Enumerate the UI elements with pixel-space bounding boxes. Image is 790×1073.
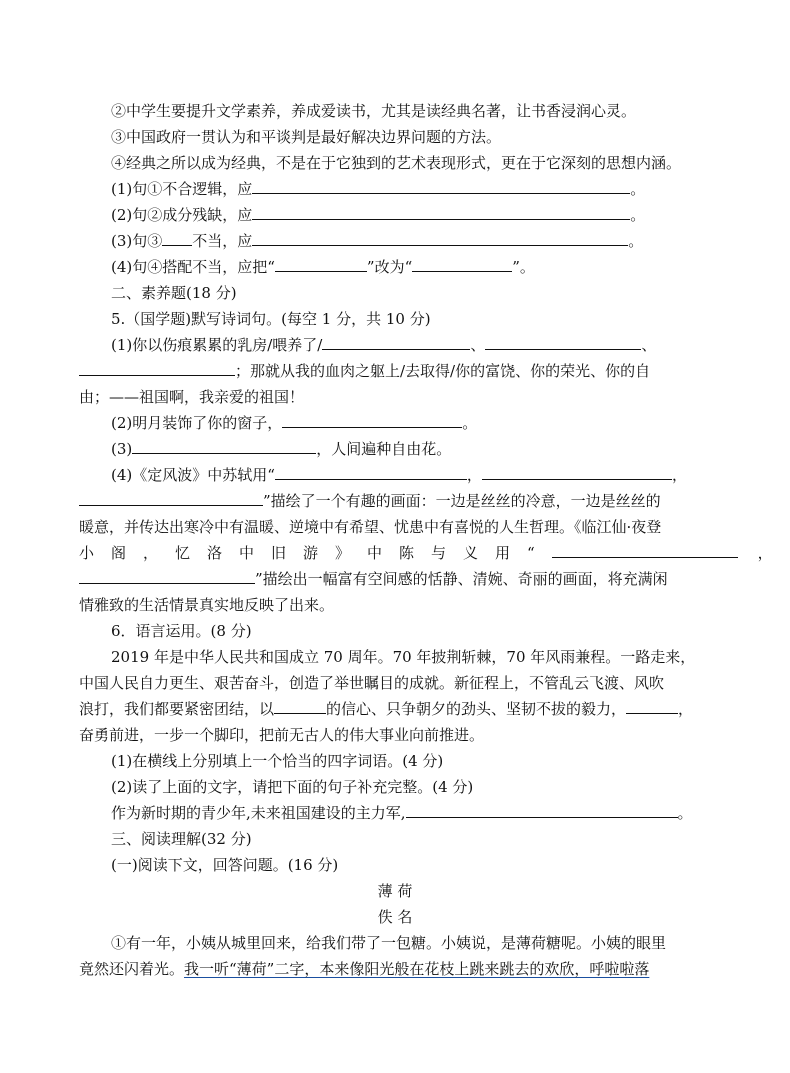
q6-paragraph-2: 中国人民自力更生、艰苦奋斗，创造了举世瞩目的成就。新征程上，不管乱云飞渡、风吹 [79,674,665,692]
period: 。 [630,180,646,198]
sentence-3: ③中国政府一贯认为和平谈判是最好解决边界问题的方法。 [111,128,502,146]
article-title: 薄 荷 [377,882,413,900]
q5-4-line-a [111,465,687,487]
comma: ， [757,544,773,562]
question-5-title: 5.（国学题)默写诗词句。(每空 1 分，共 10 分) [111,310,431,328]
q5-4-text-b: ”描绘了一个有趣的画面：一边是丝丝的冷意，一边是丝丝的 [263,492,661,510]
question-6-title: 6．语言运用。(8 分) [111,622,252,640]
separator: 、 [641,336,657,354]
period: 。 [628,232,644,250]
subquestion-1-label: (1)句①不合逻辑，应 [111,180,253,198]
sentence-4: ④经典之所以成为经典，不是在于它独到的艺术表现形式，更在于它深刻的思想内涵。 [111,154,682,172]
answer-blank[interactable] [626,699,678,714]
q5-1-line-b [79,361,650,383]
answer-blank[interactable] [552,543,738,558]
subquestion-3 [111,231,643,253]
answer-blank[interactable] [275,257,367,272]
answer-blank[interactable] [322,335,470,350]
q5-4-line-e [79,569,668,591]
q6-paragraph-3 [79,699,693,721]
q6-sub-1: (1)在横线上分别填上一个恰当的四字词语。(4 分) [111,752,444,770]
q5-1-line-c: 由；——祖国啊，我亲爱的祖国！ [79,388,305,406]
article-author: 佚 名 [377,908,413,926]
q6-sub-2: (2)读了上面的文字，请把下面的句子补充完整。(4 分) [111,778,474,796]
answer-blank[interactable] [482,465,672,480]
sentence-2: ②中学生要提升文学素养，养成爱读书，尤其是读经典名著，让书香浸润心灵。 [111,102,637,120]
period: 。 [462,414,478,432]
article-paragraph-1-cont [79,959,649,981]
q6-text-b: 的信心、只争朝夕的劲头、坚韧不拔的毅力， [326,700,627,718]
section-3-heading: 三、阅读理解(32 分) [111,830,252,848]
answer-blank[interactable] [79,569,255,584]
q6-sub-2-text: 作为新时期的青少年,未来祖国建设的主力军, [111,804,406,822]
q5-4-text-e: ”描绘出一幅富有空间感的恬静、清婉、奇丽的画面，将充满闲 [255,570,668,588]
subquestion-4-end: ”。 [512,258,535,276]
answer-blank[interactable] [412,257,512,272]
subquestion-2 [111,205,645,227]
subquestion-4-mid: ”改为“ [366,258,413,276]
q5-1-text: (1)你以伤痕累累的乳房/喂养了/ [111,336,323,354]
q6-paragraph-4: 奋勇前进，一步一个脚印，把前无古人的伟大事业向前推进。 [79,726,485,744]
q6-paragraph-1: 2019 年是中华人民共和国成立 70 周年。70 年披荆斩棘，70 年风雨兼程。一路走来， [111,648,696,666]
article-paragraph-1: ①有一年，小姨从城里回来，给我们带了一包糖。小姨说，是薄荷糖呢。小姨的眼里 [111,934,667,952]
answer-blank[interactable] [252,179,630,194]
answer-blank[interactable] [485,335,641,350]
q5-2-text: (2)明月装饰了你的窗子， [111,414,283,432]
underlined-sentence: 我一听“薄荷”二字，本来像阳光般在花枝上跳来跳去的欢欣，呼啦啦落 [184,960,650,978]
q5-4-line-d [79,543,773,565]
subquestion-4-label: (4)句④搭配不当，应把“ [111,258,275,276]
answer-blank[interactable] [132,439,316,454]
answer-blank[interactable] [406,803,678,818]
q6-sub-2-line [111,803,693,825]
period: 。 [677,804,693,822]
answer-blank[interactable] [282,413,462,428]
period: 。 [630,206,646,224]
separator: 、 [470,336,486,354]
q5-4-text: (4)《定风波》中苏轼用“ [111,466,275,484]
reading-part-1-title: (一)阅读下文，回答问题。(16 分) [111,856,339,874]
subquestion-1 [111,179,645,201]
subquestion-2-label: (2)句②成分残缺，应 [111,206,253,224]
section-2-heading: 二、素养题(18 分) [111,284,237,302]
q5-4-line-b [79,491,661,513]
answer-blank[interactable] [275,465,467,480]
article-text: 竟然还闪着光。 [79,960,185,978]
answer-blank[interactable] [274,699,326,714]
subquestion-4 [111,257,535,279]
q5-4-text-d: 小阁，忆洛中旧游》中陈与义用“ [79,544,552,562]
q5-3-text: ，人间遍种自由花。 [316,440,452,458]
answer-blank[interactable] [252,231,628,246]
q5-3-label: (3) [111,440,133,458]
subquestion-3-label: (3)句③ [111,232,163,250]
subquestion-3-mid: 不当，应 [192,232,253,250]
q5-2-line [111,413,477,435]
q5-4-line-c: 暖意，并传达出寒冷中有温暖、逆境中有希望、忧患中有喜悦的人生哲理。《临江仙·夜登 [79,518,662,536]
comma: ， [671,466,687,484]
q6-text-a: 浪打，我们都要紧密团结，以 [79,700,275,718]
q5-1-text-b: ；那就从我的血肉之躯上/去取得/你的富饶、你的荣光、你的自 [235,362,651,380]
answer-blank[interactable] [252,205,630,220]
answer-blank[interactable] [162,231,192,246]
answer-blank[interactable] [79,361,235,376]
comma: ， [466,466,482,484]
comma: ， [678,700,694,718]
answer-blank[interactable] [79,491,263,506]
q5-4-line-f: 情雅致的生活情景真实地反映了出来。 [79,596,335,614]
q5-1-line-a [111,335,656,357]
q5-3-line [111,439,451,461]
